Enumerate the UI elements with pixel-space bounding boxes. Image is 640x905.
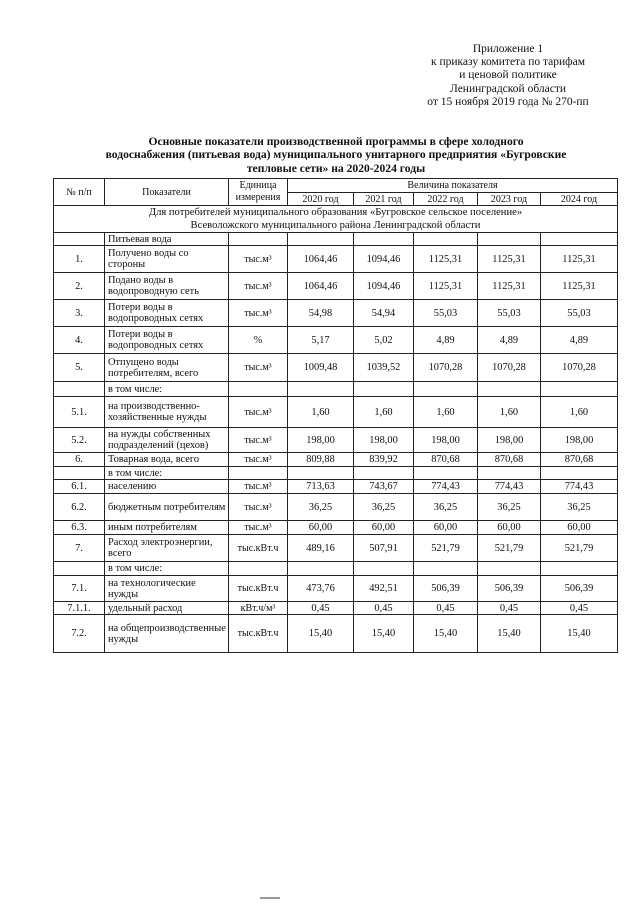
- row-unit: тыс.м³: [229, 246, 288, 273]
- row-indicator-name: Получено воды со стороны: [105, 246, 229, 273]
- row-value: 870,68: [414, 453, 478, 467]
- row-value: 1,60: [414, 397, 478, 428]
- row-indicator-name: на нужды собственных подразделений (цехов): [105, 428, 229, 453]
- row-value: 492,51: [354, 576, 414, 602]
- row-unit: [229, 233, 288, 246]
- row-value: [414, 562, 478, 576]
- row-value: 198,00: [288, 428, 354, 453]
- row-value: [478, 562, 541, 576]
- row-value: 60,00: [478, 521, 541, 535]
- row-value: [288, 467, 354, 480]
- row-value: 870,68: [478, 453, 541, 467]
- row-value: [288, 562, 354, 576]
- row-value: 507,91: [354, 535, 414, 562]
- row-value: 774,43: [541, 480, 618, 494]
- header-value: Величина показателя: [288, 179, 618, 193]
- row-number: 1.: [54, 246, 105, 273]
- row-value: 1039,52: [354, 354, 414, 382]
- header-year: 2020 год: [288, 193, 354, 206]
- row-value: 36,25: [288, 494, 354, 521]
- table-row: [54, 397, 618, 428]
- row-indicator-name: Товарная вода, всего: [105, 453, 229, 467]
- row-value: 1125,31: [478, 273, 541, 300]
- row-value: 4,89: [414, 327, 478, 354]
- row-value: 54,98: [288, 300, 354, 327]
- row-value: 1,60: [541, 397, 618, 428]
- row-indicator-name: Расход электроэнергии, всего: [105, 535, 229, 562]
- row-value: 5,02: [354, 327, 414, 354]
- row-number: 6.1.: [54, 480, 105, 494]
- row-value: 809,88: [288, 453, 354, 467]
- row-indicator-name: в том числе:: [105, 562, 229, 576]
- row-number: 3.: [54, 300, 105, 327]
- row-value: 1070,28: [541, 354, 618, 382]
- row-number: [54, 467, 105, 480]
- row-value: 60,00: [541, 521, 618, 535]
- row-value: 1,60: [478, 397, 541, 428]
- row-unit: тыс.м³: [229, 521, 288, 535]
- row-indicator-name: удельный расход: [105, 602, 229, 615]
- row-number: 6.3.: [54, 521, 105, 535]
- row-value: 1125,31: [541, 273, 618, 300]
- row-value: [541, 467, 618, 480]
- row-value: 521,79: [478, 535, 541, 562]
- row-number: 6.: [54, 453, 105, 467]
- row-indicator-name: бюджетным потребителям: [105, 494, 229, 521]
- table-row: [54, 615, 618, 653]
- row-indicator-name: Питьевая вода: [105, 233, 229, 246]
- row-value: 15,40: [478, 615, 541, 653]
- row-value: 15,40: [288, 615, 354, 653]
- row-value: 1064,46: [288, 246, 354, 273]
- row-value: 774,43: [478, 480, 541, 494]
- row-number: 7.2.: [54, 615, 105, 653]
- table-row: [54, 480, 618, 494]
- row-value: 36,25: [541, 494, 618, 521]
- row-value: 1070,28: [414, 354, 478, 382]
- row-unit: тыс.кВт.ч: [229, 576, 288, 602]
- consumer-group-cell: [54, 206, 618, 233]
- appendix-line: Приложение 1: [472, 43, 544, 55]
- row-value: 36,25: [414, 494, 478, 521]
- table-row: [54, 382, 618, 397]
- row-value: 473,76: [288, 576, 354, 602]
- row-value: 521,79: [541, 535, 618, 562]
- title-line: Основные показатели производственной программы в сфере холодного: [148, 135, 524, 148]
- row-number: 6.2.: [54, 494, 105, 521]
- row-value: [288, 382, 354, 397]
- table-row: [54, 300, 618, 327]
- header-year: 2023 год: [478, 193, 541, 206]
- table-row: [54, 521, 618, 535]
- appendix-line: от 15 ноября 2019 года № 270-пп: [427, 95, 589, 108]
- row-value: 15,40: [541, 615, 618, 653]
- table-row: [54, 535, 618, 562]
- row-value: 55,03: [414, 300, 478, 327]
- appendix-line: к приказу комитета по тарифам: [431, 56, 585, 69]
- appendix-header: [388, 43, 628, 109]
- table-row: [54, 602, 618, 615]
- row-unit: тыс.м³: [229, 273, 288, 300]
- row-number: 7.: [54, 535, 105, 562]
- row-value: 1125,31: [414, 273, 478, 300]
- table-row: [54, 327, 618, 354]
- title-line: водоснабжения (питьевая вода) муниципального унитарного предприятия «Бугровские: [105, 148, 567, 162]
- row-value: 713,63: [288, 480, 354, 494]
- row-value: 4,89: [478, 327, 541, 354]
- row-indicator-name: Потери воды в водопроводных сетях: [105, 327, 229, 354]
- appendix-line: и ценовой политике: [459, 69, 557, 82]
- row-value: 4,89: [541, 327, 618, 354]
- row-value: 198,00: [414, 428, 478, 453]
- table-body: [54, 206, 618, 653]
- row-value: 1070,28: [478, 354, 541, 382]
- row-unit: [229, 562, 288, 576]
- row-value: 743,67: [354, 480, 414, 494]
- row-value: [414, 233, 478, 246]
- table-row: [54, 562, 618, 576]
- row-value: 774,43: [414, 480, 478, 494]
- row-value: 1125,31: [478, 246, 541, 273]
- row-indicator-name: Отпущено воды потребителям, всего: [105, 354, 229, 382]
- row-value: 870,68: [541, 453, 618, 467]
- row-value: 506,39: [414, 576, 478, 602]
- table-row: [54, 494, 618, 521]
- row-unit: тыс.м³: [229, 428, 288, 453]
- consumer-line: Для потребителей муниципального образования «Бугровское сельское поселение»: [148, 207, 523, 218]
- row-unit: тыс.м³: [229, 480, 288, 494]
- row-value: 55,03: [478, 300, 541, 327]
- row-value: 198,00: [354, 428, 414, 453]
- row-value: 55,03: [541, 300, 618, 327]
- header-year: 2021 год: [354, 193, 414, 206]
- row-value: 1064,46: [288, 273, 354, 300]
- table-row: [54, 576, 618, 602]
- row-indicator-name: на технологические нужды: [105, 576, 229, 602]
- row-value: 54,94: [354, 300, 414, 327]
- row-value: 506,39: [478, 576, 541, 602]
- row-value: 1125,31: [541, 246, 618, 273]
- scan-mark: [260, 897, 280, 899]
- row-indicator-name: иным потребителям: [105, 521, 229, 535]
- row-number: [54, 562, 105, 576]
- table-row: [54, 453, 618, 467]
- row-unit: тыс.кВт.ч: [229, 615, 288, 653]
- row-value: [288, 233, 354, 246]
- header-year: 2022 год: [414, 193, 478, 206]
- row-value: 0,45: [288, 602, 354, 615]
- document-title: [56, 135, 616, 175]
- row-value: 839,92: [354, 453, 414, 467]
- row-value: [541, 562, 618, 576]
- row-value: 36,25: [478, 494, 541, 521]
- row-value: 198,00: [541, 428, 618, 453]
- row-indicator-name: Потери воды в водопроводных сетях: [105, 300, 229, 327]
- row-value: 36,25: [354, 494, 414, 521]
- row-value: 0,45: [354, 602, 414, 615]
- table-row: [54, 273, 618, 300]
- row-value: 506,39: [541, 576, 618, 602]
- row-value: 15,40: [354, 615, 414, 653]
- row-indicator-name: на производственно-хозяйственные нужды: [105, 397, 229, 428]
- row-value: 1094,46: [354, 273, 414, 300]
- row-number: 4.: [54, 327, 105, 354]
- row-value: [354, 233, 414, 246]
- row-value: 1,60: [288, 397, 354, 428]
- table-row: [54, 428, 618, 453]
- row-value: [354, 467, 414, 480]
- row-value: [478, 233, 541, 246]
- row-value: [414, 382, 478, 397]
- row-value: 60,00: [288, 521, 354, 535]
- row-value: 60,00: [414, 521, 478, 535]
- table-row: [54, 233, 618, 246]
- row-unit: %: [229, 327, 288, 354]
- row-number: [54, 382, 105, 397]
- row-value: [354, 562, 414, 576]
- row-value: 489,16: [288, 535, 354, 562]
- table-row: [54, 467, 618, 480]
- row-indicator-name: на общепроизводственные нужды: [105, 615, 229, 653]
- row-unit: тыс.м³: [229, 453, 288, 467]
- title-line: тепловые сети» на 2020-2024 годы: [246, 161, 426, 175]
- row-unit: [229, 467, 288, 480]
- row-value: [541, 382, 618, 397]
- row-unit: тыс.кВт.ч: [229, 535, 288, 562]
- row-value: [541, 233, 618, 246]
- row-value: 198,00: [478, 428, 541, 453]
- appendix-line: Ленинградской области: [449, 82, 567, 95]
- row-value: [354, 382, 414, 397]
- table-row: [54, 354, 618, 382]
- row-unit: тыс.м³: [229, 397, 288, 428]
- row-value: [414, 467, 478, 480]
- row-value: 0,45: [478, 602, 541, 615]
- row-number: 5.2.: [54, 428, 105, 453]
- row-indicator-name: в том числе:: [105, 382, 229, 397]
- row-number: 2.: [54, 273, 105, 300]
- row-number: 5.1.: [54, 397, 105, 428]
- row-value: 1009,48: [288, 354, 354, 382]
- consumer-line: Всеволожского муниципального района Ленинградской области: [190, 220, 481, 231]
- row-value: 521,79: [414, 535, 478, 562]
- row-number: 5.: [54, 354, 105, 382]
- row-value: [478, 382, 541, 397]
- row-value: 1,60: [354, 397, 414, 428]
- row-unit: тыс.м³: [229, 354, 288, 382]
- row-value: 0,45: [541, 602, 618, 615]
- row-indicator-name: в том числе:: [105, 467, 229, 480]
- row-indicator-name: населению: [105, 480, 229, 494]
- header-unit: Единица измерения: [229, 179, 288, 206]
- row-value: 1125,31: [414, 246, 478, 273]
- row-unit: [229, 382, 288, 397]
- header-year: 2024 год: [541, 193, 618, 206]
- table-row: [54, 246, 618, 273]
- row-number: 7.1.: [54, 576, 105, 602]
- row-value: 0,45: [414, 602, 478, 615]
- row-number: 7.1.1.: [54, 602, 105, 615]
- header-num: № п/п: [54, 179, 105, 206]
- row-value: 60,00: [354, 521, 414, 535]
- row-number: [54, 233, 105, 246]
- row-unit: тыс.м³: [229, 494, 288, 521]
- row-value: 5,17: [288, 327, 354, 354]
- header-indicator: Показатели: [105, 179, 229, 206]
- row-value: 15,40: [414, 615, 478, 653]
- row-unit: кВт.ч/м³: [229, 602, 288, 615]
- indicators-table: [53, 178, 618, 653]
- row-value: 1094,46: [354, 246, 414, 273]
- row-unit: тыс.м³: [229, 300, 288, 327]
- row-indicator-name: Подано воды в водопроводную сеть: [105, 273, 229, 300]
- row-value: [478, 467, 541, 480]
